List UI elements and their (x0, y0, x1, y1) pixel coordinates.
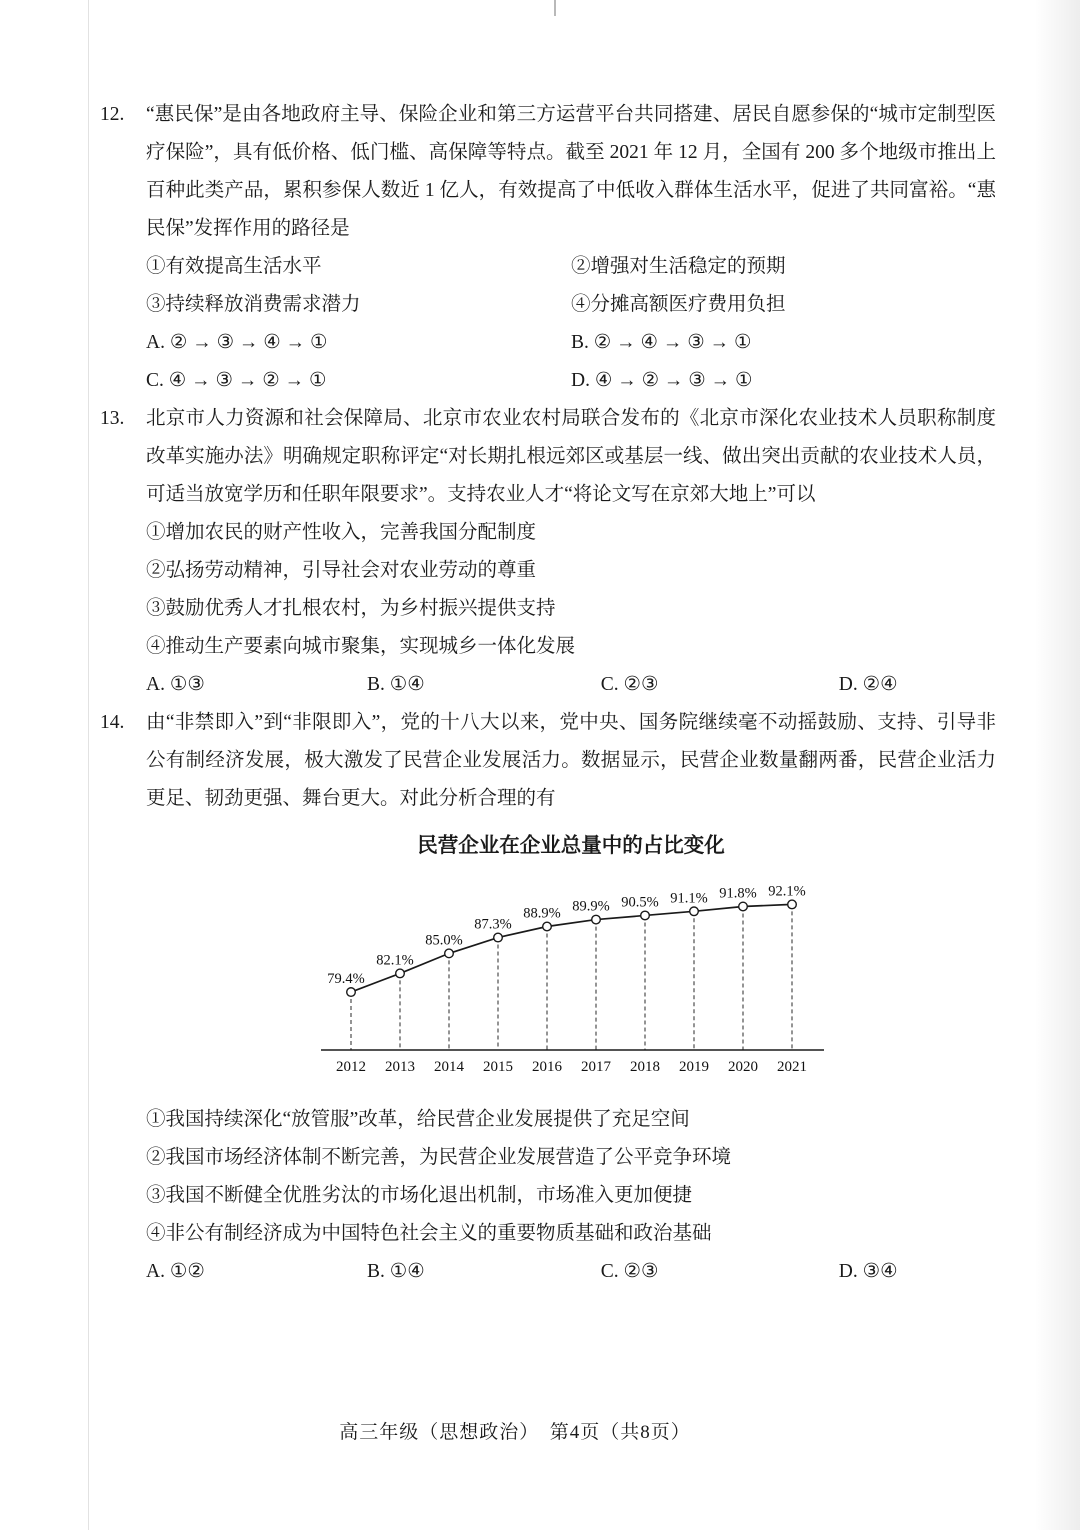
statement: ②弘扬劳动精神，引导社会对农业劳动的尊重 (146, 560, 537, 581)
option-list (146, 324, 996, 400)
option-a: A. ①③ (146, 674, 205, 695)
option-b: B. ①④ (367, 674, 425, 695)
option-list (146, 1253, 996, 1291)
statement: ②我国市场经济体制不断完善，为民营企业发展营造了公平竞争环境 (146, 1147, 732, 1168)
page-footer: 高三年级（思想政治） 第4页（共8页） (339, 1422, 691, 1443)
question-number: 12. (100, 104, 125, 125)
question-13 (100, 400, 996, 704)
option-c: C. ②③ (600, 674, 659, 695)
question-14 (100, 704, 996, 1291)
fold-mark (554, 0, 556, 16)
svg-text:2017: 2017 (580, 1059, 611, 1075)
svg-text:91.1%: 91.1% (669, 890, 708, 907)
svg-text:82.1%: 82.1% (375, 952, 414, 969)
statement: ③持续释放消费需求潜力 (146, 294, 361, 315)
statement-list (146, 248, 996, 324)
svg-text:2020: 2020 (727, 1059, 758, 1075)
svg-text:2013: 2013 (384, 1059, 415, 1075)
svg-text:85.0%: 85.0% (424, 932, 463, 949)
question-stem: 由“非禁即入”到“非限即入”，党的十八大以来，党中央、国务院继续毫不动摇鼓励、支持、引导非公有制经济发展，极大激发了民营企业发展活力。数据显示，民营企业数量翻两番，民营企业活力更足、韧劲更强、舞台更大。对此分析合理的有 (146, 712, 996, 809)
svg-text:2016: 2016 (531, 1059, 562, 1075)
statement: ②增强对生活稳定的预期 (571, 256, 786, 277)
statement: ③我国不断健全优胜劣汰的市场化退出机制，市场准入更加便捷 (146, 1185, 693, 1206)
svg-text:89.9%: 89.9% (571, 898, 610, 915)
option-c: C. ②③ (600, 1261, 659, 1282)
option-a: A. ② → ③ → ④ → ① (146, 332, 328, 353)
svg-text:79.4%: 79.4% (326, 971, 365, 988)
statement-list (146, 514, 996, 666)
option-list (146, 666, 996, 704)
statement: ①增加农民的财产性收入，完善我国分配制度 (146, 522, 537, 543)
statement-list (146, 1101, 996, 1253)
exam-content (100, 96, 996, 1291)
svg-text:2019: 2019 (678, 1059, 709, 1075)
statement: ④推动生产要素向城市聚集，实现城乡一体化发展 (146, 636, 576, 657)
svg-text:87.3%: 87.3% (473, 916, 512, 933)
svg-text:91.8%: 91.8% (718, 885, 757, 902)
option-d: D. ④ → ② → ③ → ① (571, 370, 753, 391)
chart-block (146, 826, 996, 1099)
svg-text:92.1%: 92.1% (767, 883, 806, 900)
option-b: B. ② → ④ → ③ → ① (571, 332, 752, 353)
question-stem: “惠民保”是由各地政府主导、保险企业和第三方运营平台共同搭建、居民自愿参保的“城市定制型医疗保险”，具有低价格、低门槛、高保障等特点。截至 2021 年 12 月，全国有 200 多个地级市推出上百种此类产品，累积参保人数近 1 亿人，有效提高了中低收入群体生活水平，促进了共同富裕。“惠民保”发挥作用的路径是 (146, 104, 996, 239)
svg-text:90.5%: 90.5% (620, 894, 659, 911)
svg-text:2015: 2015 (482, 1059, 513, 1075)
option-b: B. ①④ (367, 1261, 425, 1282)
question-stem: 北京市人力资源和社会保障局、北京市农业农村局联合发布的《北京市深化农业技术人员职称制度改革实施办法》明确规定职称评定“对长期扎根远郊区或基层一线、做出突出贡献的农业技术人员，可适当放宽学历和任职年限要求”。支持农业人才“将论文写在京郊大地上”可以 (146, 408, 996, 505)
svg-text:2018: 2018 (629, 1059, 660, 1075)
statement: ④非公有制经济成为中国特色社会主义的重要物质基础和政治基础 (146, 1223, 712, 1244)
statement: ①我国持续深化“放管服”改革，给民营企业发展提供了充足空间 (146, 1109, 690, 1130)
statement: ③鼓励优秀人才扎根农村，为乡村振兴提供支持 (146, 598, 556, 619)
option-c: C. ④ → ③ → ② → ① (146, 370, 327, 391)
statement: ④分摊高额医疗费用负担 (571, 294, 786, 315)
svg-text:2021: 2021 (776, 1059, 807, 1075)
option-d: D. ③④ (838, 1261, 898, 1282)
question-12 (100, 96, 996, 400)
question-number: 14. (100, 712, 125, 733)
svg-text:2014: 2014 (433, 1059, 464, 1075)
scan-edge (1034, 0, 1080, 1530)
statement: ①有效提高生活水平 (146, 256, 322, 277)
question-number: 13. (100, 408, 125, 429)
option-a: A. ①② (146, 1261, 205, 1282)
option-d: D. ②④ (838, 674, 898, 695)
svg-text:88.9%: 88.9% (522, 905, 561, 922)
private-enterprise-share-line-chart (305, 870, 838, 1085)
chart-title: 民营企业在企业总量中的占比变化 (417, 834, 725, 857)
scan-crease (88, 0, 89, 1530)
svg-text:2012: 2012 (335, 1059, 366, 1075)
